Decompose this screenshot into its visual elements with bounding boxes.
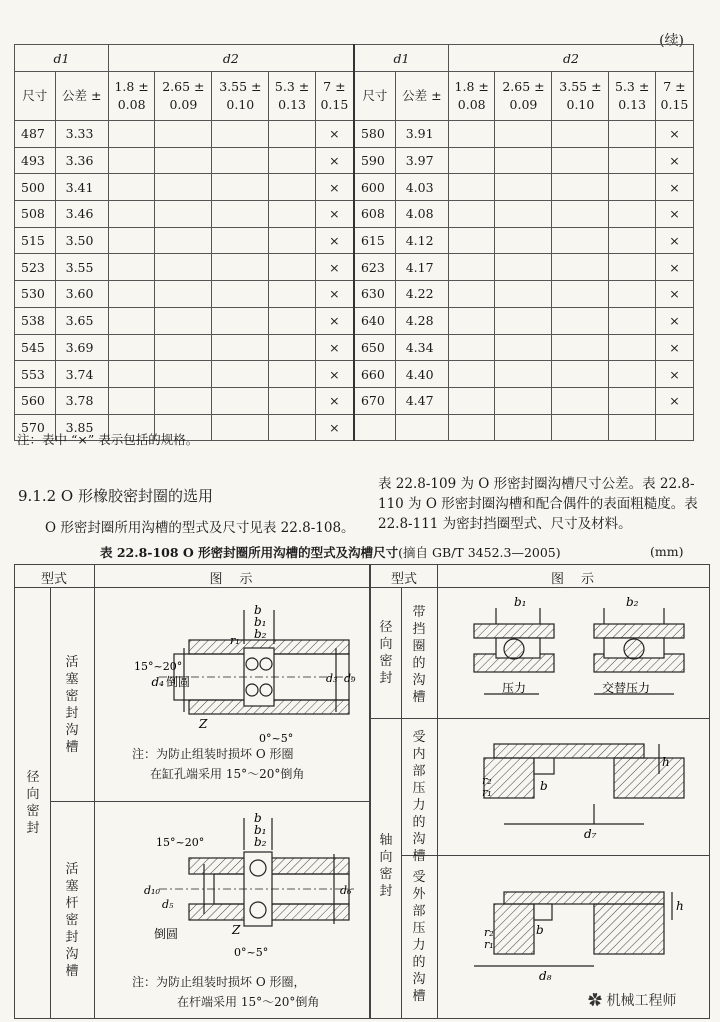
cell-mark: [495, 281, 552, 308]
cell-mark: [155, 361, 212, 388]
cell-size: 487: [15, 121, 56, 148]
svg-text:b: b: [540, 779, 548, 793]
cell-mark: [609, 147, 656, 174]
angle-label-3: 15°~20°: [156, 836, 205, 849]
cell-mark: [108, 227, 155, 254]
svg-text:r₂: r₂: [482, 774, 492, 787]
svg-text:b₁: b₁: [514, 595, 527, 609]
cell-mark: ×: [315, 174, 354, 201]
cell-mark: [552, 307, 609, 334]
angle-label-2: 0°~5°: [259, 732, 294, 745]
col-d2-header: 3.55 ± 0.10: [552, 72, 609, 121]
paragraph-right: 表 22.8-109 为 O 形密封圈沟槽尺寸公差。表 22.8-110 为 O 形密封圈沟槽和配合偶件的表面粗糙度。表 22.8-111 为密封挡圈型式、尺寸及材料。: [378, 476, 698, 532]
cell-size: 600: [354, 174, 395, 201]
cell-mark: [552, 201, 609, 228]
cell-size: [354, 414, 395, 441]
svg-text:d₁₀: d₁₀: [144, 884, 160, 897]
cell-mark: [495, 254, 552, 281]
cell-mark: [448, 121, 495, 148]
cell-size: 615: [354, 227, 395, 254]
table-row: [15, 387, 694, 414]
cell-mark: [655, 414, 693, 441]
cell-mark: ×: [655, 254, 693, 281]
internal-groove-drawing: [444, 724, 704, 854]
cell-size: 590: [354, 147, 395, 174]
table-caption: 表 22.8-108 O 形密封圈所用沟槽的型式及沟槽尺寸(摘自 GB/T 3452.3—2005): [100, 545, 561, 560]
cell-mark: ×: [655, 307, 693, 334]
svg-text:h: h: [662, 755, 670, 769]
cell-mark: [155, 387, 212, 414]
cell-mark: [269, 254, 316, 281]
backup-groove-drawing: [444, 594, 704, 714]
svg-text:Z: Z: [232, 923, 241, 937]
cell-mark: ×: [655, 147, 693, 174]
backup-groove-label: 带挡圈的沟槽: [412, 605, 426, 705]
cell-tolerance: 4.34: [395, 334, 448, 361]
angle-label-1: 15°~20°: [134, 660, 183, 673]
radial-seal-label: 径向密封: [26, 770, 40, 836]
cell-mark: [212, 147, 269, 174]
cell-mark: [495, 387, 552, 414]
cell-tolerance: 3.91: [395, 121, 448, 148]
svg-text:d₇: d₇: [584, 827, 597, 841]
radial-seal-right-label: 径向密封: [379, 620, 393, 686]
cell-mark: [609, 254, 656, 281]
table-row: [15, 281, 694, 308]
svg-text:b₁: b₁: [254, 615, 267, 629]
pressure-label: 压力: [502, 681, 527, 695]
cell-mark: [155, 201, 212, 228]
table-row: [15, 201, 694, 228]
unit-label: (mm): [650, 544, 684, 559]
cell-size: 580: [354, 121, 395, 148]
groove-table: [14, 564, 710, 1019]
cell-mark: [212, 361, 269, 388]
cell-size: 545: [15, 334, 56, 361]
cell-tolerance: 4.28: [395, 307, 448, 334]
cell-mark: [212, 414, 269, 441]
cell-mark: [155, 307, 212, 334]
cell-mark: [552, 174, 609, 201]
cell-mark: [552, 147, 609, 174]
cell-size: 623: [354, 254, 395, 281]
cell-mark: [108, 361, 155, 388]
cell-mark: [269, 361, 316, 388]
cell-tolerance: 3.60: [55, 281, 108, 308]
table-row: [15, 174, 694, 201]
cell-tolerance: 4.17: [395, 254, 448, 281]
cell-mark: [108, 387, 155, 414]
cell-mark: [269, 147, 316, 174]
cell-mark: [269, 227, 316, 254]
piston-groove-drawing: [104, 600, 364, 750]
col-d2-header: 2.65 ± 0.09: [495, 72, 552, 121]
svg-text:r₁: r₁: [482, 786, 492, 799]
cell-mark: ×: [655, 334, 693, 361]
cell-size: 570: [15, 414, 56, 441]
cell-mark: [269, 174, 316, 201]
cell-mark: ×: [315, 281, 354, 308]
col-d2-header: 5.3 ± 0.13: [269, 72, 316, 121]
cell-tolerance: 4.03: [395, 174, 448, 201]
cell-mark: ×: [315, 201, 354, 228]
external-groove-drawing: [444, 862, 704, 992]
cell-mark: [212, 307, 269, 334]
cell-mark: [269, 281, 316, 308]
svg-text:b: b: [536, 923, 544, 937]
svg-text:b₁: b₁: [254, 823, 267, 837]
cell-size: 608: [354, 201, 395, 228]
cell-mark: [609, 307, 656, 334]
svg-text:b₂: b₂: [626, 595, 639, 609]
table-row: [15, 307, 694, 334]
svg-text:b₂: b₂: [254, 627, 267, 641]
cell-mark: [495, 361, 552, 388]
cell-mark: [155, 254, 212, 281]
cell-size: 660: [354, 361, 395, 388]
cell-mark: [495, 307, 552, 334]
cell-size: 508: [15, 201, 56, 228]
cell-mark: [448, 174, 495, 201]
table-row: [15, 227, 694, 254]
cell-mark: [155, 121, 212, 148]
cell-mark: [155, 147, 212, 174]
col-d2-header: 2.65 ± 0.09: [155, 72, 212, 121]
table-row: [15, 361, 694, 388]
table-row: [15, 334, 694, 361]
cell-mark: [155, 281, 212, 308]
cell-size: 515: [15, 227, 56, 254]
cell-tolerance: 4.47: [395, 387, 448, 414]
cell-size: 553: [15, 361, 56, 388]
col-size-header: 尺寸: [15, 72, 56, 121]
cell-mark: [269, 121, 316, 148]
cell-size: 500: [15, 174, 56, 201]
cell-mark: [495, 201, 552, 228]
cell-tolerance: 3.97: [395, 147, 448, 174]
cell-mark: ×: [315, 121, 354, 148]
table-row: [15, 121, 694, 148]
svg-text:d₉: d₉: [344, 672, 356, 685]
cell-mark: [609, 201, 656, 228]
cell-mark: [448, 414, 495, 441]
cell-mark: [448, 387, 495, 414]
cell-mark: ×: [655, 227, 693, 254]
cell-mark: [448, 254, 495, 281]
rod-groove-drawing: [104, 810, 364, 960]
tolerance-table: [14, 44, 694, 441]
cell-mark: [448, 334, 495, 361]
cell-mark: [269, 334, 316, 361]
continued-label: (续): [659, 33, 684, 49]
cell-mark: [552, 334, 609, 361]
cell-mark: ×: [315, 147, 354, 174]
cell-mark: [212, 334, 269, 361]
svg-text:d₄: d₄: [151, 675, 164, 689]
cell-mark: [552, 227, 609, 254]
col-d2-header: 7 ± 0.15: [655, 72, 693, 121]
svg-text:h: h: [676, 899, 684, 913]
rod-note: 注：为防止组装时损坏 O 形圈， 在杆端采用 15°～20°倒角: [132, 975, 320, 1009]
cell-mark: [269, 387, 316, 414]
header-figure-right: 图 示: [550, 572, 596, 587]
cell-mark: [108, 201, 155, 228]
cell-mark: [552, 281, 609, 308]
cell-mark: [448, 227, 495, 254]
cell-tolerance: 3.36: [55, 147, 108, 174]
svg-text:b₂: b₂: [254, 835, 267, 849]
cell-size: 530: [15, 281, 56, 308]
cell-mark: ×: [655, 174, 693, 201]
cell-mark: [155, 227, 212, 254]
cell-size: 523: [15, 254, 56, 281]
svg-text:b: b: [254, 811, 262, 825]
alt-pressure-label: 交替压力: [602, 681, 651, 695]
cell-mark: [495, 147, 552, 174]
cell-tolerance: 3.65: [55, 307, 108, 334]
cell-mark: [108, 147, 155, 174]
cell-mark: [552, 414, 609, 441]
internal-groove-label: 受内部压力的沟槽: [412, 730, 426, 864]
chamfer-label-2: 倒圆: [154, 927, 179, 941]
cell-mark: [495, 414, 552, 441]
cell-tolerance: 3.41: [55, 174, 108, 201]
cell-mark: ×: [655, 387, 693, 414]
cell-mark: [552, 387, 609, 414]
cell-size: 640: [354, 307, 395, 334]
chamfer-label-1: 倒圆: [166, 675, 191, 689]
paragraph-left: O 形密封圈所用沟槽的型式及尺寸见表 22.8-108。: [45, 520, 355, 536]
col-d2-header: 7 ± 0.15: [315, 72, 354, 121]
col-d2-header: 5.3 ± 0.13: [609, 72, 656, 121]
cell-tolerance: 4.12: [395, 227, 448, 254]
cell-mark: [269, 201, 316, 228]
cell-size: 630: [354, 281, 395, 308]
cell-mark: [609, 414, 656, 441]
cell-mark: [495, 121, 552, 148]
cell-tolerance: 3.50: [55, 227, 108, 254]
cell-mark: [495, 227, 552, 254]
cell-mark: [155, 334, 212, 361]
cell-size: 493: [15, 147, 56, 174]
col-d2-header: 3.55 ± 0.10: [212, 72, 269, 121]
col-size-header: 尺寸: [354, 72, 395, 121]
external-groove-label: 受外部压力的沟槽: [412, 870, 426, 1004]
cell-mark: [448, 281, 495, 308]
cell-mark: [552, 121, 609, 148]
svg-text:r₂: r₂: [484, 926, 494, 939]
svg-text:d₃: d₃: [326, 672, 338, 685]
cell-mark: [269, 414, 316, 441]
piston-note: 注：为防止组装时损坏 O 形圈 在缸孔端采用 15°～20°倒角: [132, 747, 305, 781]
svg-text:r₁: r₁: [230, 634, 240, 647]
header-type-right: 型式: [390, 572, 417, 587]
piston-groove-label: 活塞密封沟槽: [65, 655, 79, 755]
cell-mark: [212, 387, 269, 414]
cell-mark: ×: [315, 254, 354, 281]
svg-text:b: b: [254, 603, 262, 617]
angle-label-4: 0°~5°: [234, 946, 269, 959]
axial-seal-label: 轴向密封: [379, 833, 393, 899]
cell-mark: [108, 254, 155, 281]
cell-mark: ×: [315, 361, 354, 388]
cell-mark: [495, 174, 552, 201]
cell-tolerance: 3.78: [55, 387, 108, 414]
cell-mark: [212, 227, 269, 254]
watermark: ✿ 机械工程师: [588, 993, 677, 1009]
header-figure: 图 示: [209, 572, 255, 587]
cell-mark: ×: [315, 414, 354, 441]
cell-mark: [609, 121, 656, 148]
cell-mark: [212, 201, 269, 228]
cell-size: 560: [15, 387, 56, 414]
col-tol-header: 公差 ±: [395, 72, 448, 121]
cell-tolerance: 4.22: [395, 281, 448, 308]
cell-mark: [552, 361, 609, 388]
cell-size: 538: [15, 307, 56, 334]
cell-mark: [609, 227, 656, 254]
cell-mark: [108, 334, 155, 361]
cell-mark: ×: [315, 334, 354, 361]
col-d2-header: 1.8 ± 0.08: [108, 72, 155, 121]
table-header-group: d1 d2 d1 d2: [15, 45, 694, 72]
cell-mark: [108, 307, 155, 334]
table-row: [15, 147, 694, 174]
svg-text:Z: Z: [199, 717, 208, 731]
table-row: [15, 254, 694, 281]
svg-text:r₁: r₁: [484, 938, 494, 951]
cell-mark: [108, 281, 155, 308]
header-type: 型式: [40, 572, 67, 587]
svg-text:d₆: d₆: [340, 884, 352, 897]
cell-mark: [448, 361, 495, 388]
cell-tolerance: 3.74: [55, 361, 108, 388]
cell-mark: [609, 281, 656, 308]
cell-mark: [609, 387, 656, 414]
cell-mark: ×: [315, 227, 354, 254]
col-d2-header: 1.8 ± 0.08: [448, 72, 495, 121]
cell-mark: [212, 254, 269, 281]
svg-text:d₅: d₅: [162, 898, 174, 911]
cell-tolerance: 4.40: [395, 361, 448, 388]
cell-mark: [212, 174, 269, 201]
svg-text:d₈: d₈: [539, 969, 552, 983]
cell-mark: [609, 174, 656, 201]
cell-tolerance: 3.46: [55, 201, 108, 228]
cell-mark: [448, 307, 495, 334]
section-title: 9.1.2 O 形橡胶密封圈的选用: [18, 487, 214, 505]
cell-mark: ×: [655, 201, 693, 228]
cell-mark: ×: [655, 121, 693, 148]
table-body: [15, 121, 694, 441]
cell-mark: [108, 121, 155, 148]
cell-size: 650: [354, 334, 395, 361]
rod-groove-label: 活塞杆密封沟槽: [65, 862, 79, 979]
cell-tolerance: [395, 414, 448, 441]
cell-tolerance: 3.85: [55, 414, 108, 441]
cell-mark: ×: [655, 361, 693, 388]
cell-mark: [552, 254, 609, 281]
table-header: [15, 72, 694, 121]
cell-mark: ×: [655, 281, 693, 308]
cell-tolerance: 3.69: [55, 334, 108, 361]
cell-mark: ×: [315, 387, 354, 414]
cell-size: 670: [354, 387, 395, 414]
col-tol-header: 公差 ±: [55, 72, 108, 121]
cell-mark: [108, 174, 155, 201]
cell-mark: ×: [315, 307, 354, 334]
cell-mark: [269, 307, 316, 334]
table-note: 注：表中 “×” 表示包括的规格。: [17, 432, 199, 447]
cell-mark: [495, 334, 552, 361]
cell-mark: [609, 361, 656, 388]
cell-mark: [609, 334, 656, 361]
cell-mark: [155, 174, 212, 201]
cell-mark: [212, 121, 269, 148]
cell-tolerance: 3.33: [55, 121, 108, 148]
cell-mark: [448, 147, 495, 174]
cell-mark: [212, 281, 269, 308]
wechat-icon: ✿: [588, 993, 602, 1009]
cell-mark: [448, 201, 495, 228]
cell-tolerance: 3.55: [55, 254, 108, 281]
cell-tolerance: 4.08: [395, 201, 448, 228]
